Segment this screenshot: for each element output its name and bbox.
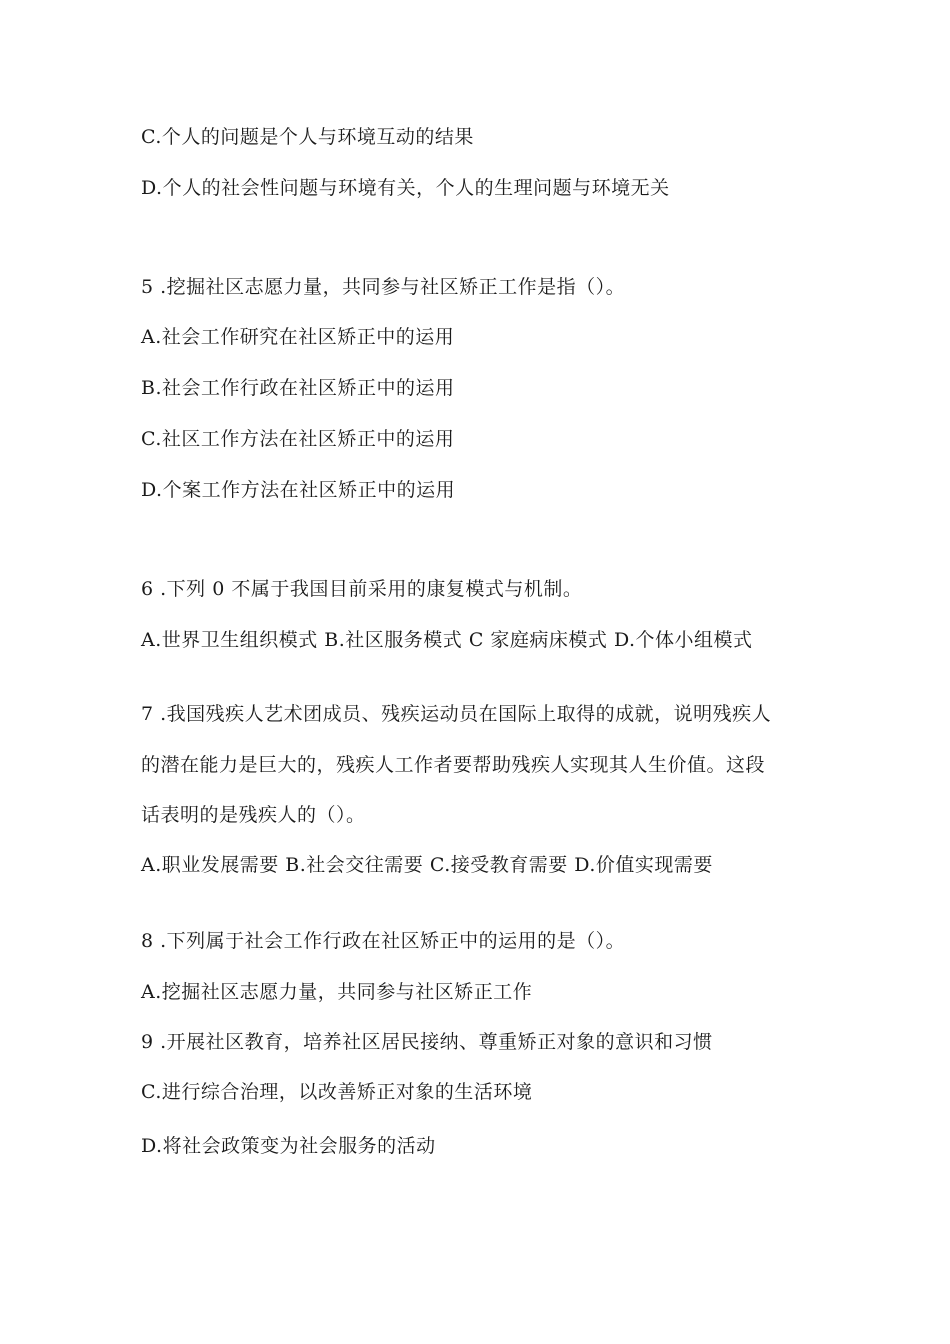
- option-a-q8: A.挖掘社区志愿力量，共同参与社区矫正工作: [141, 981, 533, 1003]
- question-7-line-3: 话表明的是残疾人的（）。: [141, 804, 366, 826]
- option-d-q5: D.个案工作方法在社区矫正中的运用: [141, 479, 456, 501]
- option-c-q8: C.进行综合治理，以改善矫正对象的生活环境: [141, 1081, 533, 1103]
- options-q6: A.世界卫生组织模式 B.社区服务模式 C 家庭病床模式 D.个体小组模式: [141, 629, 753, 651]
- option-a-q5: A.社会工作研究在社区矫正中的运用: [141, 326, 455, 348]
- option-c-q4: C.个人的问题是个人与环境互动的结果: [141, 126, 474, 148]
- question-6: 6 .下列 0 不属于我国目前采用的康复模式与机制。: [141, 578, 583, 600]
- option-b-q5: B.社会工作行政在社区矫正中的运用: [141, 377, 455, 399]
- question-7-line-1: 7 .我国残疾人艺术团成员、残疾运动员在国际上取得的成就，说明残疾人: [141, 703, 772, 725]
- option-d-q4: D.个人的社会性问题与环境有关，个人的生理问题与环境无关: [141, 177, 670, 199]
- question-9: 9 .开展社区教育，培养社区居民接纳、尊重矫正对象的意识和习惯: [141, 1031, 713, 1053]
- option-d-q8: D.将社会政策变为社会服务的活动: [141, 1135, 436, 1157]
- option-c-q5: C.社区工作方法在社区矫正中的运用: [141, 428, 455, 450]
- question-8: 8 .下列属于社会工作行政在社区矫正中的运用的是（）。: [141, 930, 626, 952]
- question-7-line-2: 的潜在能力是巨大的，残疾人工作者要帮助残疾人实现其人生价值。这段: [141, 754, 766, 776]
- question-5: 5 .挖掘社区志愿力量，共同参与社区矫正工作是指（）。: [141, 276, 626, 298]
- options-q7: A.职业发展需要 B.社会交往需要 C.接受教育需要 D.价值实现需要: [141, 854, 713, 876]
